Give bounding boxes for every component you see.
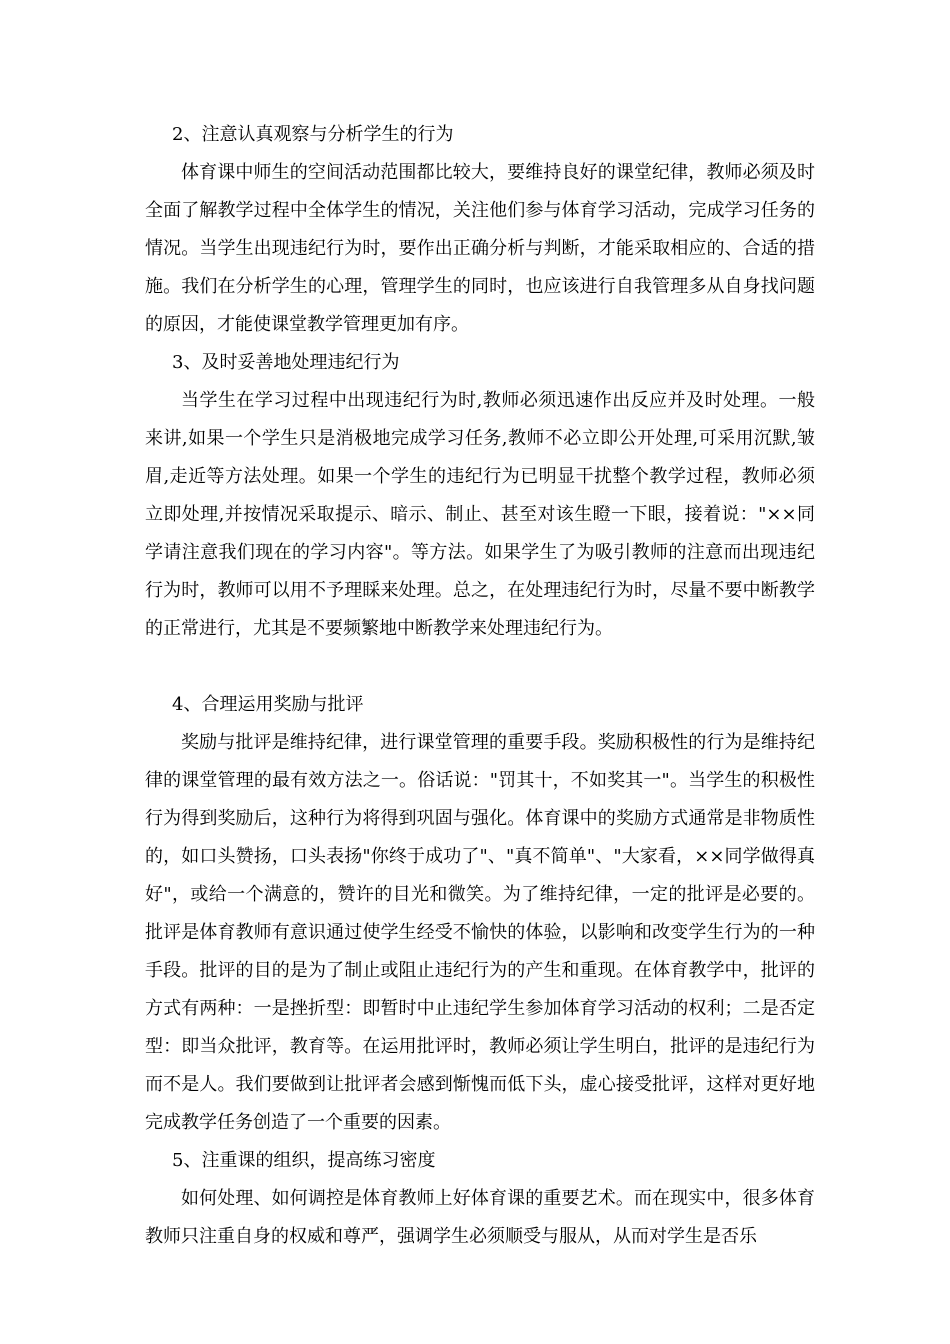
section-heading-2: 2、注意认真观察与分析学生的行为 [172, 124, 454, 145]
body-paragraph: 奖励与批评是维持纪律，进行课堂管理的重要手段。奖励积极性的行为是维持纪律的课堂管理的最有效方法之一。俗话说："罚其十，不如奖其一"。当学生的积极性行为得到奖励后，这种行为将得到巩固与强化。体育课中的奖励方式通常是非物质性的，如口头赞扬，口头表扬"你终于成功了"、"真不简单"、"大家看，××同学做得真好"，或给一个满意的，赞许的目光和微笑。为了维持纪律，一定的批评是必要的。批评是体育教师有意识通过使学生经受不愉快的体验，以影响和改变学生行为的一种手段。批评的目的是为了制止或阻止违纪行为的产生和重现。在体育教学中，批评的方式有两种：一是挫折型：即暂时中止违纪学生参加体育学习活动的权利；二是否定型：即当众批评，教育等。在运用批评时，教师必须让学生明白，批评的是违纪行为而不是人。我们要做到让批评者会感到惭愧而低下头，虚心接受批评，这样对更好地完成教学任务创造了一个重要的因素。 [145, 732, 815, 1133]
body-paragraph: 当学生在学习过程中出现违纪行为时,教师必须迅速作出反应并及时处理。一般来讲,如果一个学生只是消极地完成学习任务,教师不必立即公开处理,可采用沉默,皱眉,走近等方法处理。如果一个学生的违纪行为已明显干扰整个教学过程，教师必须立即处理,并按情况采取提示、暗示、制止、甚至对该生瞪一下眼，接着说："××同学请注意我们现在的学习内容"。等方法。如果学生了为吸引教师的注意而出现违纪行为时，教师可以用不予理睬来处理。总之，在处理违纪行为时，尽量不要中断教学的正常进行，尤其是不要频繁地中断教学来处理违纪行为。 [145, 390, 815, 639]
body-paragraph: 体育课中师生的空间活动范围都比较大，要维持良好的课堂纪律，教师必须及时全面了解教学过程中全体学生的情况，关注他们参与体育学习活动，完成学习任务的情况。当学生出现违纪行为时，要作出正确分析与判断，才能采取相应的、合适的措施。我们在分析学生的心理，管理学生的同时，也应该进行自我管理多从自身找问题的原因，才能使课堂教学管理更加有序。 [145, 162, 815, 335]
document-body [145, 116, 815, 1256]
section-heading-5: 5、注重课的组织，提高练习密度 [172, 1150, 436, 1171]
section-heading-4: 4、合理运用奖励与批评 [172, 694, 364, 715]
section-heading-3: 3、及时妥善地处理违纪行为 [172, 352, 400, 373]
blank-line [145, 648, 815, 686]
body-paragraph: 如何处理、如何调控是体育教师上好体育课的重要艺术。而在现实中，很多体育教师只注重自身的权威和尊严，强调学生必须顺受与服从，从而对学生是否乐 [145, 1188, 815, 1247]
